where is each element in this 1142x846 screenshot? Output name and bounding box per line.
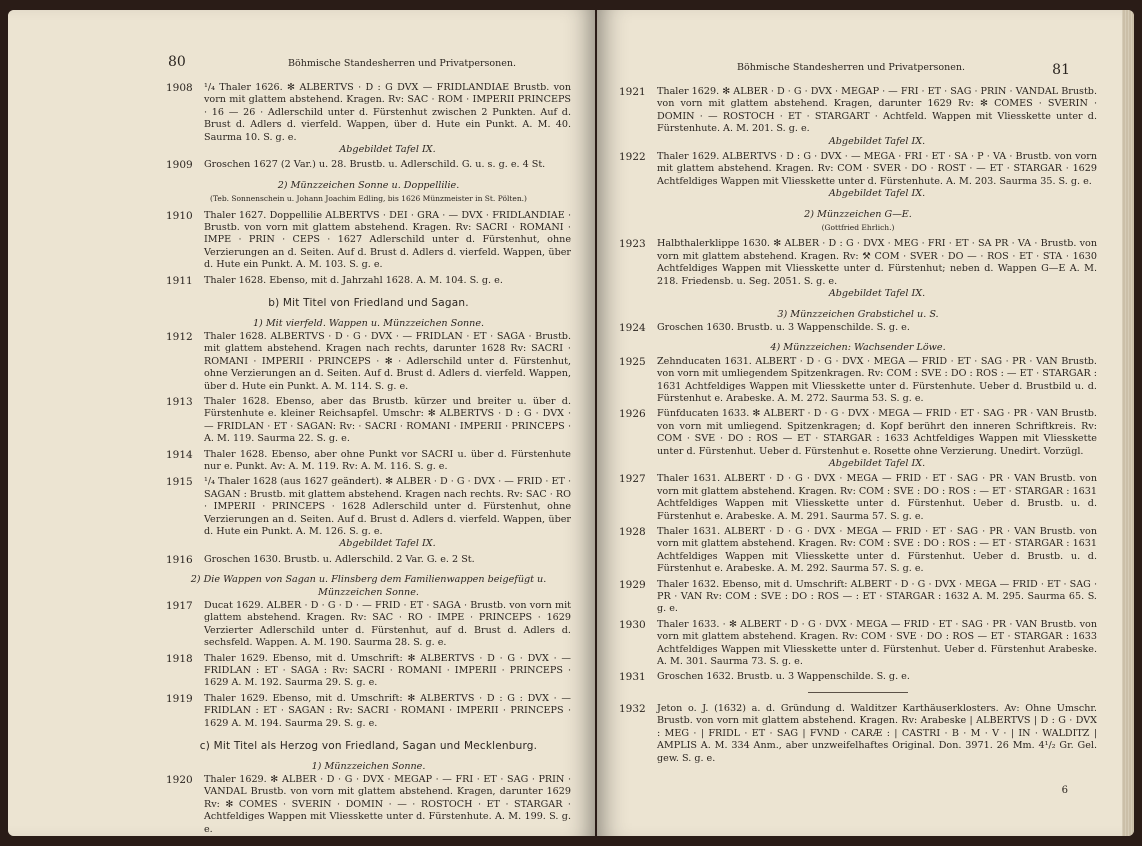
plate-reference: Abgebildet Tafel IX. xyxy=(339,144,436,156)
entry-number: 1910 xyxy=(166,209,193,222)
plate-reference: Abgebildet Tafel IX. xyxy=(828,457,926,469)
entry-text: Thaler 1629. Ebenso, mit d. Umschrift: ✻ ALBERTVS · D : G : DVX · — FRIDLAN : ET · SAGAN : Rv: SACRI · ROMANI · IMPERII · PRINCEPS · 1629 A. M. 194. Saurma 29. S. g. e. xyxy=(204,692,571,729)
entry-number: 1925 xyxy=(619,355,646,368)
entry-number: 1908 xyxy=(166,82,193,94)
catalog-entry xyxy=(166,600,571,650)
catalog-entry xyxy=(166,554,571,566)
running-head: Böhmische Standesherren und Privatpersonen. xyxy=(288,58,516,69)
entry-text: Jeton o. J. (1632) a. d. Gründung d. Walditzer Karthäuserklosters. Av: Ohne Umschr. Brustb. von vorn mit glattem abstehend. Kragen. Rv: Arabeske | ALBERTVS | D : G · DVX : MEG · | FRIDL · ET · SAG | FVND · CARÆ : | CASTRI · B · M · V · | IN · WALDITZ | AMPLIS A. M. 334 Anm., aber unzweifelhaftes Original. Don. 3971. 26 Mm. 4¹/₂ Gr. Gel. gew. S. g. e. xyxy=(657,702,1097,764)
catalog-entry xyxy=(166,449,571,474)
entry-number: 1926 xyxy=(619,408,646,421)
entry-number: 1920 xyxy=(166,773,193,786)
entry-number: 1923 xyxy=(619,238,646,251)
running-head: Böhmische Standesherren und Privatpersonen. xyxy=(737,62,965,73)
catalog-entry xyxy=(619,151,1097,201)
entry-number: 1919 xyxy=(166,692,193,705)
subheading: 4) Münzzeichen: Wachsender Löwe. xyxy=(770,342,946,354)
entry-text: Groschen 1632. Brustb. u. 3 Wappenschilde. S. g. e. xyxy=(657,671,910,683)
catalog-entry xyxy=(166,653,571,690)
entry-text: Thaler 1629. ✻ ALBER · D · G · DVX · MEGAP · — FRI · ET · SAG · PRIN · VANDAL Brustb. von vorn mit glattem abstehend. Kragen, darunter 1629 Rv: ✻ COMES · SVERIN · DOMIN · — · ROSTOCH · ET · STARGAR · Achtfeldiges Wappen mit Vliesskette unter d. Fürstenhute. A. M. 199. S. g. e. xyxy=(204,773,571,835)
subheading: 2) Münzzeichen Sonne u. Doppellilie. xyxy=(277,179,460,191)
entry-text: Thaler 1631. ALBERT · D · G · DVX · MEGA — FRID · ET · SAG · PR · VAN Brustb. von vorn mit glattem abstehend. Kragen. Rv: COM : SVE : DO : ROS : — ET · STARGAR : 1631 Achtfeldiges Wappen mit Vliesskette unter d. Fürstenhut. Ueber d. Brustb. u. d. Fürstenhut e. Arabeske. A. M. 291. Saurma 57. S. g. e. xyxy=(657,473,1097,522)
subheading: 2) Die Wappen von Sagan u. Flinsberg dem Familienwappen beigefügt u. Münzzeichen Sonne. xyxy=(190,574,547,598)
entry-text: Thaler 1628. Ebenso, aber ohne Punkt vor SACRI u. über d. Fürstenhute nur e. Punkt. Av: A. M. 119. Rv: A. M. 116. S. g. e. xyxy=(204,448,571,472)
entry-text: Groschen 1630. Brustb. u. Adlerschild. 2 Var. G. e. 2 St. xyxy=(204,553,475,565)
catalog-entry xyxy=(619,526,1097,576)
entry-number: 1909 xyxy=(166,159,193,172)
page-number: 80 xyxy=(168,54,186,70)
plate-reference: Abgebildet Tafel IX. xyxy=(828,135,926,147)
entry-text: Thaler 1631. ALBERT · D · G · DVX · MEGA — FRID · ET · SAG · PR · VAN Brustb. von vorn mit glattem abstehend. Kragen. Rv: COM : SVE : DO : ROS : — ET · STARGAR : 1631 Achtfeldiges Wappen mit Vliesskette unter d. Fürstenhut. Ueber d. Brustb. u. d. Fürstenhut e. Arabeske. A. M. 292. Saurma 57. S. g. e. xyxy=(657,526,1097,575)
entry-number: 1929 xyxy=(619,578,646,591)
entry-text: ¹/₄ Thaler 1628 (aus 1627 geändert). ✻ ALBER · D · G · DVX · — FRID · ET · SAGAN : Brustb. mit glattem abstehend. Kragen nach rechts. Rv: SAC · RO · IMPERII · PRINCEPS · 1628 Adlerschild unter d. Fürstenhut, ohne Verzierungen an d. Seiten. Auf d. Brust d. Adlers d. vierfeld. Wappen, über d. Hute ein Punkt. A. M. 126. S. g. e. xyxy=(204,476,571,537)
right-page xyxy=(597,10,1134,836)
catalog-entry xyxy=(166,396,571,446)
catalog-entry xyxy=(619,473,1097,523)
entry-text: Groschen 1630. Brustb. u. 3 Wappenschilde. S. g. e. xyxy=(657,321,910,333)
catalog-entry xyxy=(619,619,1097,669)
plate-reference: Abgebildet Tafel IX. xyxy=(339,538,436,550)
subheading: 2) Münzzeichen G—E. xyxy=(804,208,912,220)
divider-rule xyxy=(808,692,908,693)
section-heading: c) Mit Titel als Herzog von Friedland, Sagan und Mecklenburg. xyxy=(199,740,538,753)
entry-number: 1924 xyxy=(619,321,646,334)
entry-text: Thaler 1629. ✻ ALBER · D · G · DVX · MEGAP · — FRI · ET · SAG · PRIN · VANDAL Brustb. von vorn mit glattem abstehend. Kragen, darunter 1629 Rv: ✻ COMES · SVERIN · DOMIN · — ROSTOCH · ET · STARGART · Achtfeld. Wappen mit Vliesskette unter d. Fürstenhute. A. M. 201. S. g. e. xyxy=(657,86,1097,135)
entry-text: Thaler 1627. Doppellilie ALBERTVS · DEI · GRA · — DVX · FRIDLANDIAE · Brustb. von vorn mit glattem abstehend. Kragen. Rv: SACRI · ROMANI · IMPE · PRIN · CEPS · 1627 Adlerschild unter d. Fürstenhut, ohne Verzierungen an d. Seiten. Auf d. Brust d. Adlers d. vierfeld. Wappen, über d. Hute ein Punkt. A. M. 103. S. g. e. xyxy=(204,209,571,271)
entry-text: Thaler 1628. Ebenso, aber das Brustb. kürzer und breiter u. über d. Fürstenhute e. kleiner Reichsapfel. Umschr: ✻ ALBERTVS · D : G · DVX · — FRIDLAN · ET · SAGAN: Rv: · SACRI · ROMANI · IMPERII · PRINCEPS · A. M. 119. Saurma 22. S. g. e. xyxy=(204,395,571,445)
entry-number: 1914 xyxy=(166,448,193,461)
entry-number: 1928 xyxy=(619,526,646,538)
catalog-entry xyxy=(619,579,1097,616)
catalog-entry xyxy=(619,322,1097,334)
entry-number: 1917 xyxy=(166,600,193,613)
catalog-entry xyxy=(619,356,1097,406)
entry-number: 1932 xyxy=(619,702,646,715)
entry-text: Zehnducaten 1631. ALBERT · D · G · DVX · MEGA — FRID · ET · SAG · PR · VAN Brustb. von vorn mit umliegendem Spitzenkragen. Rv: COM : SVE : DO : ROS : — ET · STARGAR : 1631 Achtfeldiges Wappen mit Vliesskette unter d. Fürstenhute. Ueber d. Brustbild u. d. Fürstenhut e. Arabeske. A. M. 272. Saurma 53. S. g. e. xyxy=(657,355,1097,404)
section-heading: b) Mit Titel von Friedland und Sagan. xyxy=(268,297,469,310)
page-number: 81 xyxy=(1052,62,1070,78)
plate-reference: Abgebildet Tafel IX. xyxy=(828,288,926,300)
subheading-note: (Gottfried Ehrlich.) xyxy=(821,223,895,233)
text-column xyxy=(619,86,1097,768)
entry-number: 1918 xyxy=(166,652,193,665)
book-page-edges xyxy=(1122,10,1134,836)
entry-text: Thaler 1628. ALBERTVS · D · G · DVX · — FRIDLAN · ET · SAGA · Brustb. mit glattem abstehend. Kragen nach rechts, darunter 1628 Rv: SACRI · ROMANI · IMPERII · PRINCEPS · ✻ · Adlerschild unter d. Fürstenhut, ohne Verzierungen an d. Seiten. Auf d. Brust d. Adlers d. vierfeld. Wappen, über d. Hute ein Punkt. A. M. 114. S. g. e. xyxy=(204,330,571,392)
entry-text: Halbthalerklippe 1630. ✻ ALBER · D : G · DVX · MEG · FRI · ET · SA PR · VA · Brustb. von vorn mit glattem abstehend. Kragen. Rv: ⚒ COM · SVER · DO — · ROS · ET · STA · 1630 Achtfeldiges Wappen mit Vliesskette unter d. Fürstenhut; neben d. Wappen G—E A. M. 218. Friedensb. u. Seg. 2051. S. g. e. xyxy=(657,238,1097,287)
catalog-entry xyxy=(619,238,1097,300)
subheading-note: (Teb. Sonnenschein u. Johann Joachim Edling, bis 1626 Münzmeister in St. Pölten.) xyxy=(210,194,527,204)
plate-reference: Abgebildet Tafel IX. xyxy=(828,188,926,200)
left-page xyxy=(8,10,595,836)
catalog-entry xyxy=(619,86,1097,148)
entry-number: 1911 xyxy=(166,274,193,287)
catalog-entry xyxy=(166,275,571,287)
text-column xyxy=(166,82,571,836)
entry-text: Thaler 1632. Ebenso, mit d. Umschrift: ALBERT · D · G · DVX · MEGA — FRID · ET · SAG · PR · VAN Rv: COM : SVE : DO : ROS — : ET · STARGAR : 1632 A. M. 295. Saurma 65. S. g. e. xyxy=(657,578,1097,615)
entry-text: Ducat 1629. ALBER · D · G · D · — FRID · ET · SAGA · Brustb. von vorn mit glattem abstehend. Kragen. Rv: SAC · RO · IMPE · PRINCEPS · 1629 Verzierter Adlerschild unter d. Fürstenhut, auf d. Brust d. Adlers d. sechsfeld. Wappen. A. M. 190. Saurma 28. S. g. e. xyxy=(204,600,571,649)
entry-number: 1921 xyxy=(619,86,646,98)
signature-mark: 6 xyxy=(1061,785,1068,796)
catalog-entry xyxy=(166,82,571,156)
entry-number: 1931 xyxy=(619,671,646,684)
catalog-entry xyxy=(619,408,1097,470)
entry-text: Fünfducaten 1633. ✻ ALBERT · D · G · DVX · MEGA — FRID · ET · SAG · PR · VAN Brustb. von vorn mit umliegend. Spitzenkragen; d. Kopf berührt den inneren Schriftkreis. Rv: COM · SVE · DO : ROS — ET · STARGAR : 1633 Achtfeldiges Wappen mit Vliesskette unter d. Fürstenhut. Ueber d. Fürstenhut e. Rosette ohne Verzierung. Unedirt. Vorzügl. xyxy=(657,408,1097,457)
catalog-entry xyxy=(619,703,1097,765)
subheading: 3) Münzzeichen Grabstichel u. S. xyxy=(777,308,939,320)
entry-text: Thaler 1628. Ebenso, mit d. Jahrzahl 1628. A. M. 104. S. g. e. xyxy=(204,274,503,286)
subheading: 1) Mit vierfeld. Wappen u. Münzzeichen Sonne. xyxy=(252,317,485,329)
entry-text: Groschen 1627 (2 Var.) u. 28. Brustb. u. Adlerschild. G. u. s. g. e. 4 St. xyxy=(204,159,546,171)
entry-text: Thaler 1633. · ✻ ALBERT · D · G · DVX · MEGA — FRID · ET · SAG · PR · VAN Brustb. von vorn mit glattem abstehend. Kragen. Rv: COM · SVE · DO : ROS — ET · STARGAR : 1633 Achtfeldiges Wappen mit Vliesskette unter d. Fürstenhut. Ueber d. Fürstenhut Arabeske. A. M. 301. Saurma 73. S. g. e. xyxy=(657,618,1097,668)
entry-number: 1930 xyxy=(619,618,646,631)
catalog-entry xyxy=(166,476,571,550)
entry-text: Thaler 1629. Ebenso, mit d. Umschrift: ✻ ALBERTVS · D · G · DVX · — FRIDLAN : ET · SAGA : Rv: SACRI · ROMANI · IMPERII · PRINCEPS · 1629 A. M. 192. Saurma 29. S. g. e. xyxy=(204,652,571,689)
entry-number: 1916 xyxy=(166,553,193,566)
entry-number: 1915 xyxy=(166,476,193,489)
catalog-entry xyxy=(166,693,571,730)
catalog-entry xyxy=(166,210,571,272)
entry-number: 1927 xyxy=(619,473,646,486)
entry-number: 1913 xyxy=(166,395,193,408)
catalog-entry xyxy=(166,774,571,836)
entry-number: 1922 xyxy=(619,151,646,164)
entry-text: ¹/₄ Thaler 1626. ✻ ALBERTVS · D : G DVX — FRIDLANDIAE Brustb. von vorn mit glattem abstehend. Kragen. Rv: SAC · ROM · IMPERII PRINCEPS · 16 — 26 · Adlerschild unter d. Fürstenhut zwischen 2 Punkten. Auf d. Brust d. Adlers d. vierfeld. Wappen, über d. Hute ein Punkt. A. M. 40. Saurma 10. S. g. e. xyxy=(204,82,571,143)
catalog-entry xyxy=(619,671,1097,683)
catalog-entry xyxy=(166,331,571,393)
entry-number: 1912 xyxy=(166,330,193,343)
subheading: 1) Münzzeichen Sonne. xyxy=(311,760,426,772)
entry-text: Thaler 1629. ALBERTVS · D : G · DVX · — MEGA · FRI · ET · SA · P · VA · Brustb. von vorn mit glattem abstehend. Kragen. Rv: COM · SVER · DO · ROST · — ET · STARGAR · 1629 Achtfeldiges Wappen mit Vliesskette unter d. Fürstenhute. A. M. 203. Saurma 35. S. g. e. xyxy=(657,151,1097,187)
catalog-entry xyxy=(166,159,571,171)
